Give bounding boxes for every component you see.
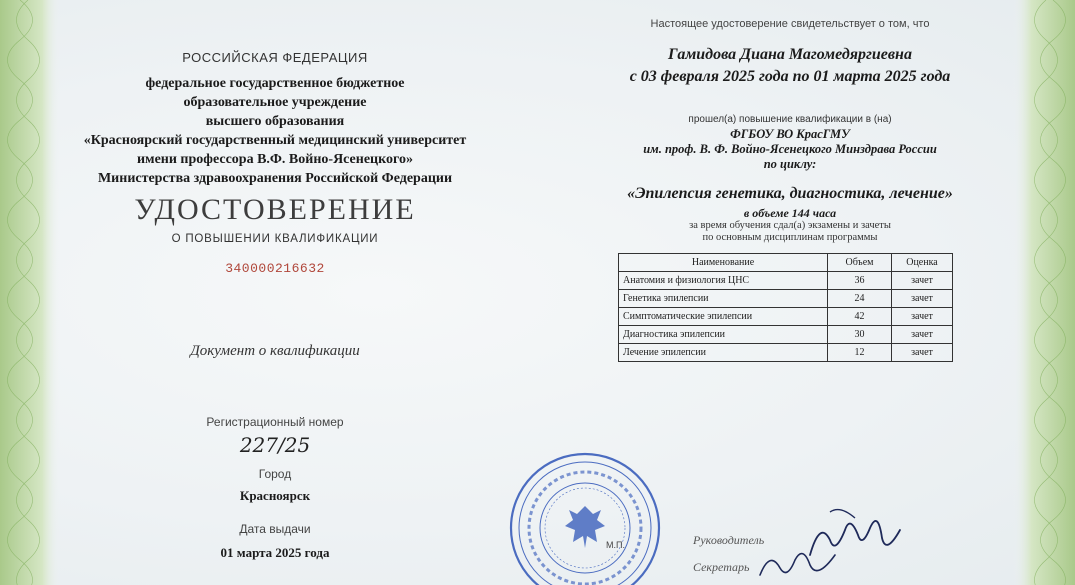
- recipient-name: Гамидова Диана Магомедяргиевна: [668, 46, 912, 63]
- program-volume: в объеме 144 часа: [743, 206, 837, 220]
- issue-date: 01 марта 2025 года: [220, 545, 330, 560]
- certificate-title: УДОСТОВЕРЕНИЕ: [134, 193, 416, 226]
- table-row: [619, 308, 953, 326]
- institution-line: федеральное государственное бюджетное: [145, 76, 405, 91]
- intro-text: Настоящее удостоверение свидетельствует о том, что: [650, 18, 930, 30]
- institution-line: «Красноярский государственный медицинский университет: [83, 133, 467, 148]
- discipline-name: Генетика эпилепсии: [619, 290, 828, 308]
- discipline-name: Анатомия и физиология ЦНС: [619, 272, 828, 290]
- document-type: Документ о квалификации: [190, 343, 360, 359]
- discipline-grade: зачет: [892, 344, 953, 362]
- certificate-subtitle: О ПОВЫШЕНИИ КВАЛИФИКАЦИИ: [171, 233, 379, 245]
- discipline-grade: зачет: [892, 308, 953, 326]
- program-title: «Эпилепсия генетика, диагностика, лечение»: [627, 185, 953, 202]
- institution-name: [40, 74, 510, 188]
- country-header: РОССИЙСКАЯ ФЕДЕРАЦИЯ: [182, 50, 368, 65]
- secretary-signature: [755, 540, 845, 585]
- training-organization: [560, 127, 1020, 172]
- discipline-hours: 42: [828, 308, 892, 326]
- column-header-volume: Объем: [828, 254, 892, 272]
- column-header-name: Наименование: [619, 254, 828, 272]
- discipline-hours: 30: [828, 326, 892, 344]
- column-header-grade: Оценка: [892, 254, 953, 272]
- discipline-hours: 36: [828, 272, 892, 290]
- discipline-grade: зачет: [892, 326, 953, 344]
- table-row: [619, 290, 953, 308]
- certificate-number: 340000216632: [225, 261, 325, 276]
- exams-text: [560, 220, 1020, 244]
- director-label: Руководитель: [693, 533, 765, 547]
- org-line: по циклу:: [763, 157, 817, 171]
- table-header-row: [619, 254, 953, 272]
- secretary-label: Секретарь: [693, 560, 750, 574]
- disciplines-table: [618, 253, 953, 362]
- discipline-grade: зачет: [892, 272, 953, 290]
- registration-number: 227/25: [239, 433, 311, 457]
- org-line: им. проф. В. Ф. Войно-Ясенецкого Минздрава России: [643, 142, 937, 156]
- issue-date-label: Дата выдачи: [239, 522, 311, 536]
- registration-number-label: Регистрационный номер: [206, 415, 344, 429]
- institution-line: имени профессора В.Ф. Войно-Ясенецкого»: [136, 152, 414, 167]
- table-row: [619, 326, 953, 344]
- city-label: Город: [258, 467, 292, 481]
- discipline-hours: 24: [828, 290, 892, 308]
- seal-place-label: М.П.: [606, 540, 625, 550]
- table-row: [619, 344, 953, 362]
- discipline-hours: 12: [828, 344, 892, 362]
- discipline-name: Диагностика эпилепсии: [619, 326, 828, 344]
- institution-line: Министерства здравоохранения Российской Федерации: [97, 171, 453, 186]
- discipline-name: Симптоматические эпилепсии: [619, 308, 828, 326]
- city: Красноярск: [239, 488, 311, 503]
- discipline-name: Лечение эпилепсии: [619, 344, 828, 362]
- exams-line: за время обучения сдал(а) экзамены и зачеты: [689, 220, 891, 231]
- training-period: с 03 февраля 2025 года по 01 марта 2025 года: [629, 68, 951, 85]
- discipline-grade: зачет: [892, 290, 953, 308]
- org-line: ФГБОУ ВО КрасГМУ: [730, 127, 850, 141]
- official-seal-stamp: [505, 448, 665, 585]
- right-ornamental-border: [1013, 0, 1075, 585]
- recipient-block: [560, 44, 1020, 88]
- institution-line: образовательное учреждение: [183, 95, 367, 110]
- institution-line: высшего образования: [205, 114, 345, 129]
- passed-text: прошел(а) повышение квалификации в (на): [688, 114, 892, 125]
- exams-line: по основным дисциплинам программы: [702, 232, 878, 243]
- table-row: [619, 272, 953, 290]
